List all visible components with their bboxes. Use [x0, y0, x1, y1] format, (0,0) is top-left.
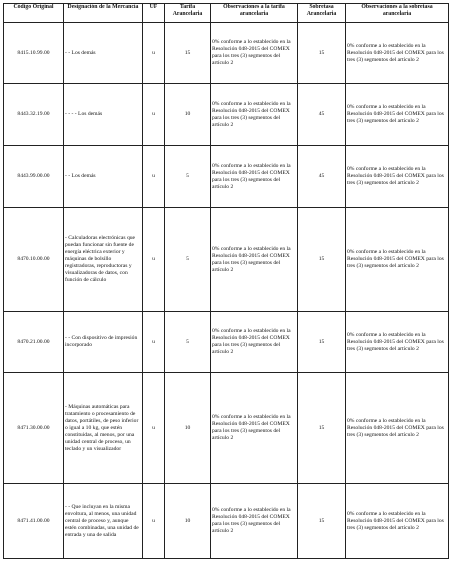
row-surcharge-observations: 0% conforme a lo establecido en la Resolución 048-2015 del COMEX para los tres (3) segmentos del artículo 2	[346, 208, 449, 312]
header-tariff: Tarifa Arancelaria	[165, 4, 211, 23]
table-header-row	[4, 4, 449, 23]
row-code: 8471.30.00.00	[4, 373, 64, 484]
row-unit: u	[143, 373, 165, 484]
table-row	[4, 312, 449, 373]
table-row	[4, 84, 449, 146]
row-surcharge: 45	[298, 84, 346, 146]
row-tariff-observations: 0% conforme a lo establecido en la Resolución 048-2015 del COMEX para los tres (3) segmentos del artículo 2	[211, 312, 298, 373]
row-tariff: 5	[165, 312, 211, 373]
row-unit: u	[143, 208, 165, 312]
row-description: - - - - Los demás	[64, 84, 143, 146]
row-tariff-observations: 0% conforme a lo establecido en la Resolución 048-2015 del COMEX para los tres (3) segmentos del artículo 2	[211, 373, 298, 484]
table-row	[4, 208, 449, 312]
row-surcharge-observations: 0% conforme a lo establecido en la Resolución 048-2015 del COMEX para los tres (3) segmentos del artículo 2	[346, 84, 449, 146]
tariff-table	[3, 3, 449, 559]
row-tariff-observations: 0% conforme a lo establecido en la Resolución 048-2015 del COMEX para los tres (3) segmentos del artículo 2	[211, 208, 298, 312]
row-surcharge-observations: 0% conforme a lo establecido en la Resolución 048-2015 del COMEX para los tres (3) segmentos del artículo 2	[346, 23, 449, 84]
row-unit: u	[143, 23, 165, 84]
row-unit: u	[143, 484, 165, 559]
row-unit: u	[143, 312, 165, 373]
row-surcharge: 15	[298, 23, 346, 84]
row-tariff-observations: 0% conforme a lo establecido en la Resolución 048-2015 del COMEX para los tres (3) segmentos del artículo 2	[211, 484, 298, 559]
row-code: 8470.21.00.00	[4, 312, 64, 373]
row-surcharge: 45	[298, 146, 346, 208]
row-tariff: 10	[165, 84, 211, 146]
table-row	[4, 146, 449, 208]
row-unit: u	[143, 146, 165, 208]
row-code: 8415.10.99.00	[4, 23, 64, 84]
row-tariff-observations: 0% conforme a lo establecido en la Resolución 048-2015 del COMEX para los tres (3) segmentos del artículo 2	[211, 146, 298, 208]
row-surcharge-observations: 0% conforme a lo establecido en la Resolución 048-2015 del COMEX para los tres (3) segmentos del artículo 2	[346, 484, 449, 559]
row-code: 8471.41.00.00	[4, 484, 64, 559]
row-tariff-observations: 0% conforme a lo establecido en la Resolución 048-2015 del COMEX para los tres (3) segmentos del artículo 2	[211, 84, 298, 146]
row-surcharge: 15	[298, 484, 346, 559]
row-description: - - Los demás	[64, 146, 143, 208]
row-tariff-observations: 0% conforme a lo establecido en la Resolución 048-2015 del COMEX para los tres (3) segmentos del artículo 2	[211, 23, 298, 84]
row-surcharge-observations: 0% conforme a lo establecido en la Resolución 048-2015 del COMEX para los tres (3) segmentos del artículo 2	[346, 146, 449, 208]
row-description: - Máquinas automáticas para tratamiento o procesamiento de datos, portátiles, de peso inferior o igual a 10 kg, que estén constituidas, al menos, por una unidad central de proceso, un teclado y un visualizador	[64, 373, 143, 484]
row-code: 8443.99.00.00	[4, 146, 64, 208]
row-description: - Calculadoras electrónicas que puedan funcionar sin fuente de energía eléctrica exterior y máquinas de bolsillo registradoras, reproductoras y visualizadoras de datos, con función de cálculo	[64, 208, 143, 312]
row-surcharge: 15	[298, 312, 346, 373]
row-tariff: 5	[165, 208, 211, 312]
table-row	[4, 484, 449, 559]
table-row	[4, 23, 449, 84]
row-surcharge-observations: 0% conforme a lo establecido en la Resolución 048-2015 del COMEX para los tres (3) segmentos del artículo 2	[346, 312, 449, 373]
header-surcharge-observations: Observaciones a la sobretasa arancelaria	[346, 4, 449, 23]
header-description: Designación de la Mercancía	[64, 4, 143, 23]
header-tariff-observations: Observaciones a la tarifa arancelaria	[211, 4, 298, 23]
row-unit: u	[143, 84, 165, 146]
row-tariff: 10	[165, 484, 211, 559]
row-code: 8470.10.00.00	[4, 208, 64, 312]
header-unit: UF	[143, 4, 165, 23]
row-description: - - Los demás	[64, 23, 143, 84]
header-code: Código Original	[4, 4, 64, 23]
row-surcharge: 15	[298, 373, 346, 484]
row-tariff: 5	[165, 146, 211, 208]
row-tariff: 10	[165, 373, 211, 484]
row-tariff: 15	[165, 23, 211, 84]
row-description: - - Con dispositivo de impresión incorporado	[64, 312, 143, 373]
row-surcharge-observations: 0% conforme a lo establecido en la Resolución 048-2015 del COMEX para los tres (3) segmentos del artículo 2	[346, 373, 449, 484]
row-description: - - Que incluyan en la misma envoltura, al menos, una unidad central de proceso y, aunque estén combinadas, una unidad de entrada y una de salida	[64, 484, 143, 559]
row-surcharge: 15	[298, 208, 346, 312]
header-surcharge: Sobretasa Arancelaria	[298, 4, 346, 23]
row-code: 8443.32.19.00	[4, 84, 64, 146]
table-row	[4, 373, 449, 484]
